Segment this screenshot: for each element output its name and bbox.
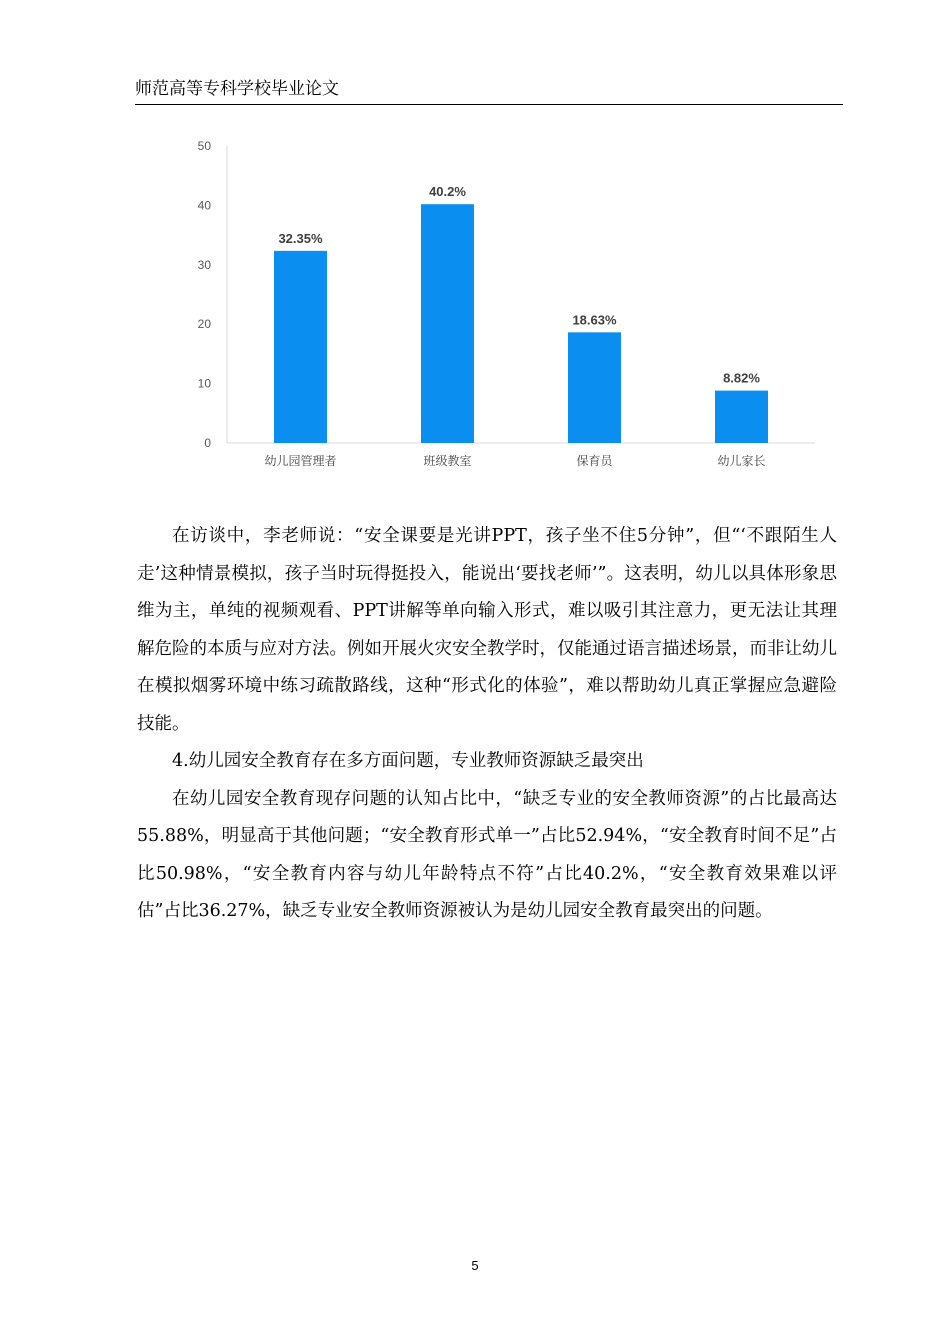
bar xyxy=(568,332,621,443)
y-tick-label: 30 xyxy=(197,257,211,272)
x-tick-label: 保育员 xyxy=(576,454,613,468)
bar-data-label: 8.82% xyxy=(723,370,760,386)
bar xyxy=(274,251,327,443)
y-tick-label: 20 xyxy=(197,317,211,332)
bar-chart-svg xyxy=(180,128,830,478)
page-header xyxy=(135,78,843,105)
x-tick-label: 班级教室 xyxy=(423,454,472,468)
y-tick-label: 40 xyxy=(197,198,211,213)
y-tick-label: 50 xyxy=(197,139,211,153)
bar-data-label: 18.63% xyxy=(572,312,617,328)
section-heading: 4.幼儿园安全教育存在多方面问题，专业教师资源缺乏最突出 xyxy=(172,751,644,771)
bar xyxy=(421,204,474,443)
bar xyxy=(715,391,768,443)
y-tick-label: 0 xyxy=(204,436,211,450)
paragraph-problems: 在幼儿园安全教育现存问题的认知占比中，“缺乏专业的安全教师资源”的占比最高达55.88%，明显高于其他问题；“安全教育形式单一”占比52.94%，“安全教育时间不足”占比50.98%，“安全教育内容与幼儿年龄特点不符”占比40.2%，“安全教育效果难以评估”占比36.27%，缺乏专业安全教师资源被认为是幼儿园安全教育最突出的问题。 xyxy=(137,788,837,921)
page-number: 5 xyxy=(471,1258,479,1273)
header-title: 师范高等专科学校毕业论文 xyxy=(135,79,339,99)
x-tick-label: 幼儿园管理者 xyxy=(264,454,337,468)
y-tick-label: 10 xyxy=(197,376,211,391)
bar-data-label: 32.35% xyxy=(278,230,323,246)
body-text xyxy=(137,518,837,931)
bar-data-label: 40.2% xyxy=(429,184,466,200)
bar-chart xyxy=(180,128,830,478)
paragraph-interview: 在访谈中，李老师说：“安全课要是光讲PPT，孩子坐不住5分钟”，但“‘不跟陌生人走’这种情景模拟，孩子当时玩得挺投入，能说出‘要找老师’”。这表明，幼儿以具体形象思维为主，单纯的视频观看、PPT讲解等单向输入形式，难以吸引其注意力，更无法让其理解危险的本质与应对方法。例如开展火灾安全教学时，仅能通过语言描述场景，而非让幼儿在模拟烟雾环境中练习疏散路线，这种“形式化的体验”，难以帮助幼儿真正掌握应急避险技能。 xyxy=(137,526,837,734)
x-tick-label: 幼儿家长 xyxy=(717,454,766,468)
